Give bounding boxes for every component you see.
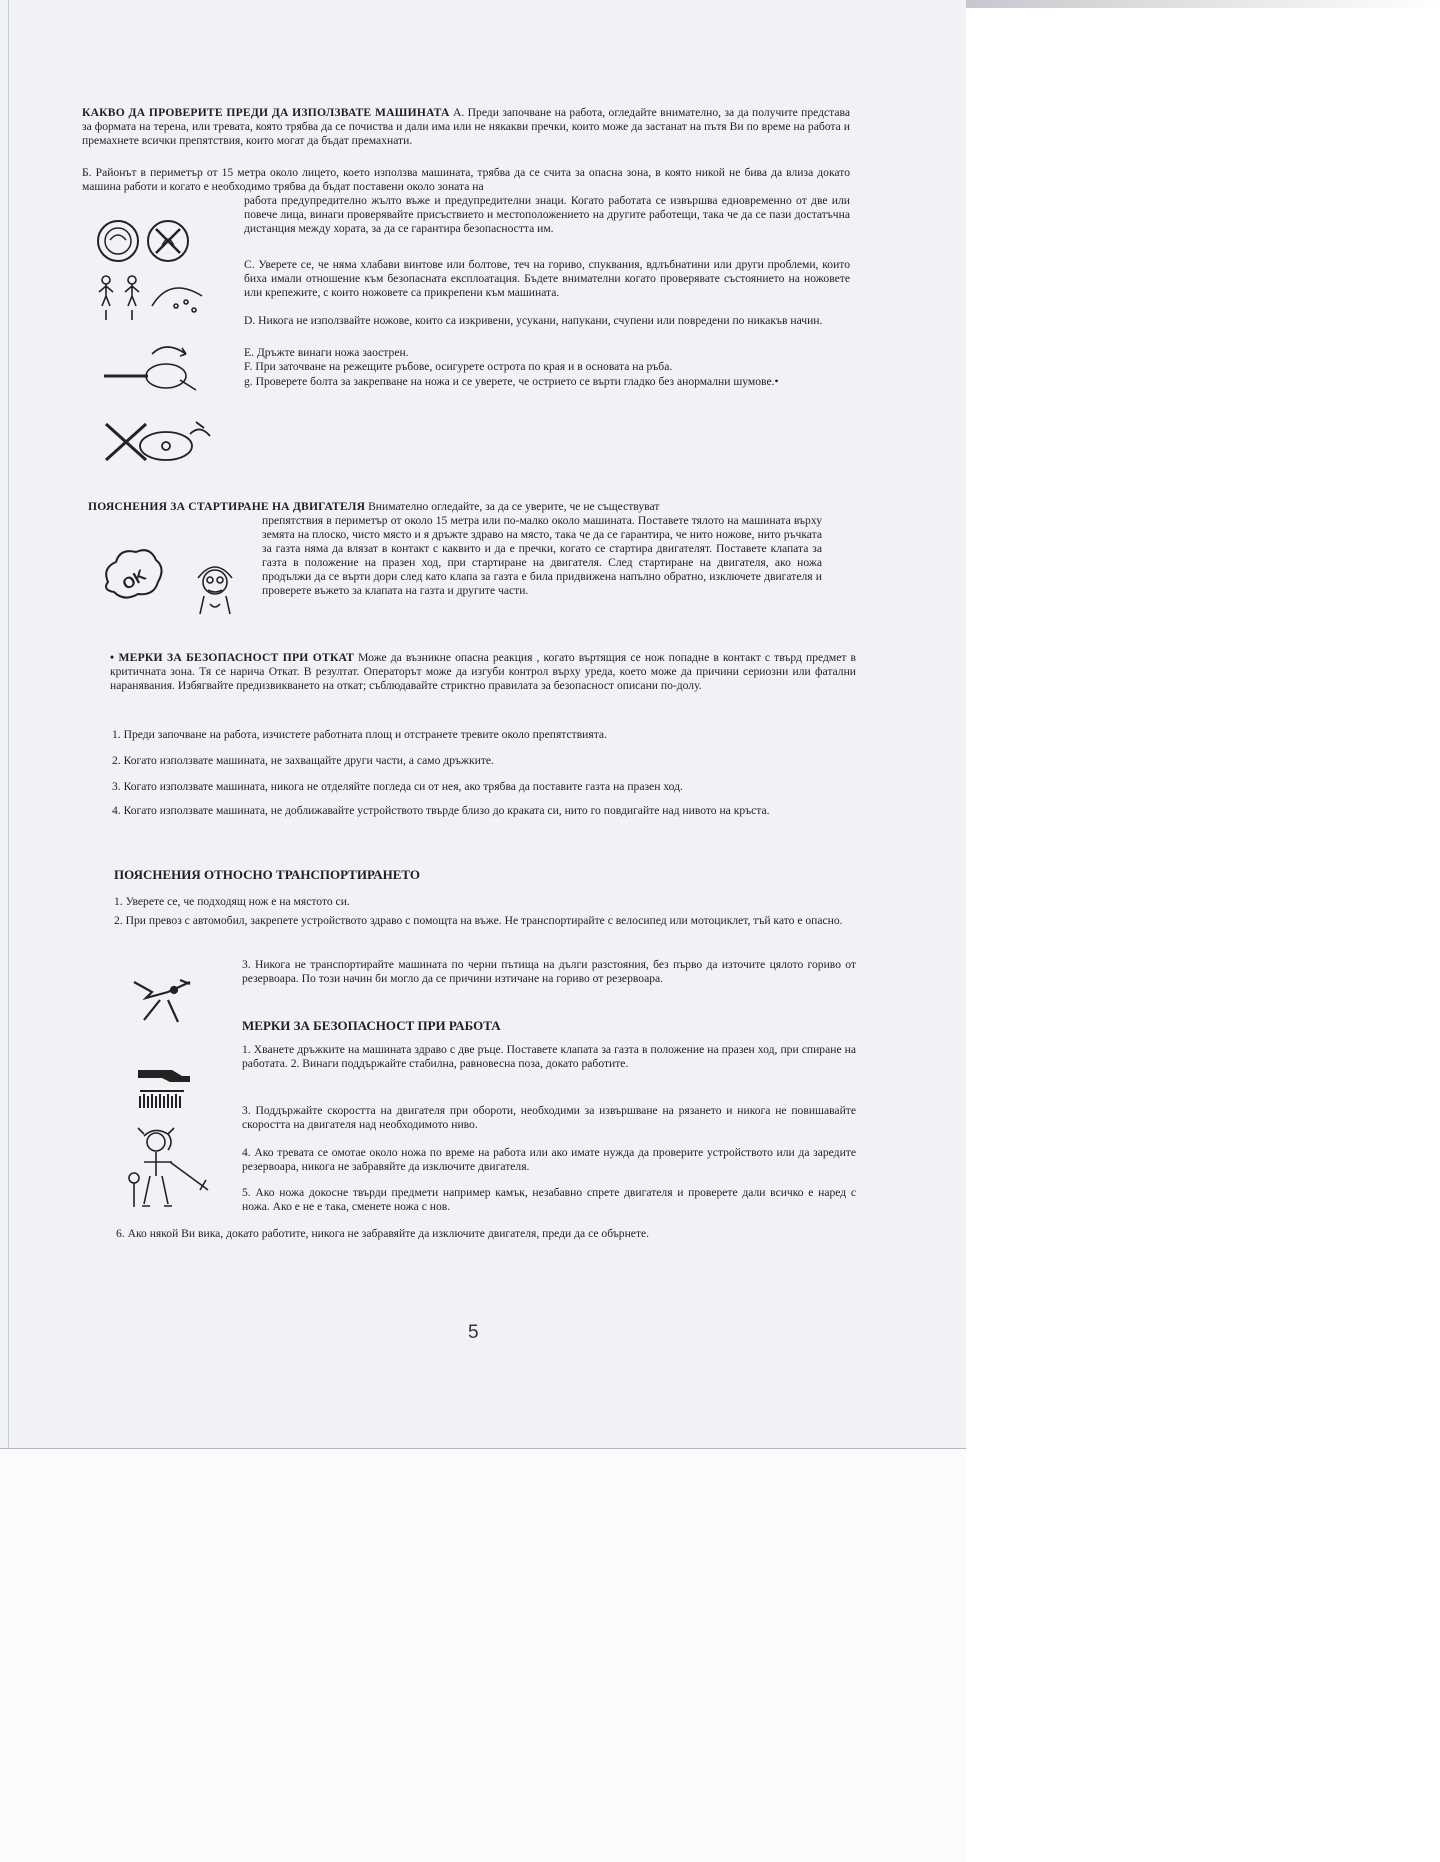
kickback-paragraph [110, 651, 856, 693]
scanner-top-edge [966, 0, 1440, 8]
work-item-5: 5. Ако ножа докосне твърди предмети например камък, незабавно спрете двигателя и проверете дали всичко е наред с ножа. Ако е не е така, сменете ножа с нов. [242, 1186, 856, 1213]
ok-label: OK [119, 566, 150, 594]
check-heading: КАКВО ДА ПРОВЕРИТЕ ПРЕДИ ДА ИЗПОЛЗВАТЕ МАШИНАТА [82, 106, 450, 119]
lower-background [0, 1449, 966, 1862]
kickback-item-2: 2. Когато използвате машината, не захващайте други части, а само дръжките. [112, 754, 494, 767]
work-item-6: 6. Ако някой Ви вика, докато работите, никога не забравяйте да изключите двигателя, преди да се обърнете. [116, 1227, 650, 1240]
start-paragraph-lead [88, 500, 850, 514]
check-paragraph-c: С. Уверете се, че няма хлабави винтове или болтове, теч на гориво, спуквания, вдлъбнатини или други проблеми, които биха имали отношение към безопасната експлоатация. Бъдете внимателни когато проверявате състоянието на ножовете или крепежите, с които ножовете са прикрепени към машината. [244, 258, 850, 299]
damaged-blade-icon [100, 412, 220, 472]
operator-equipment-icon [124, 1122, 214, 1212]
kickback-heading: • МЕРКИ ЗА БЕЗОПАСНОСТ ПРИ ОТКАТ [110, 651, 355, 664]
transport-item-3: 3. Никога не транспортирайте машината по черни пътища на дълги разстояния, без първо да източите цялото гориво от резервоара. По този начин би могло да се причини изтичане на гориво от резервоара. [242, 958, 856, 985]
work-item-1: 1. Хванете дръжките на машината здраво с две ръце. Поставете клапата за газта в положение на празен ход, при спиране на работата. 2. Винаги поддържайте стабилна, равновесна поза, докато работите. [242, 1043, 856, 1070]
kickback-item-1: 1. Преди започване на работа, изчистете работната площ и отстранете тревите около препятствията. [112, 728, 607, 741]
kickback-text: Може да възникне опасна реакция , когато въртящия се нож попадне в контакт с твърд предмет в критичната зона. Тя се нарича Откат. В резултат. Операторът може да изгуби контрол върху уреда, което може да причини сериозни или фатални наранявания. Избягвайте предизвикването на откат; съблюдавайте стриктно правилата за безопасност описани по-долу. [110, 651, 857, 692]
check-paragraph-b-rest: работа предупредително жълто въже и предупредителни знаци. Когато работата се извършва едновременно от две или повече лица, винаги проверявайте присъствието и местоположението на другите работещи, така че да се пази достатъчна дистанция между хората, за да се гарантира безопасността им. [244, 194, 850, 235]
check-paragraph-f: F. При заточване на режещите ръбове, осигурете острота по края и в основата на ръба. [244, 360, 673, 373]
check-paragraph-a [82, 106, 850, 148]
check-paragraph-d: D. Никога не използвайте ножове, които са изкривени, усукани, напукани, счупени или повредени по никакъв начин. [244, 314, 823, 327]
check-paragraph-g: g. Проверете болта за закрепване на ножа и се уверете, че острието се върти гладко без анормални шумове.• [244, 375, 779, 388]
ok-cloud-icon [98, 542, 168, 612]
loose-bolts-icon [100, 336, 210, 396]
check-text-a: А. Преди започване на работа, огледайте внимателно, за да получите представа за формата на терена, или тревата, която трябва да се почиства и дали има или не някакви пречки, които може да застанат на пътя Ви по време на работа и премахнете всички препятствия, които могат да бъдат премахнати. [82, 106, 850, 147]
check-paragraph-e: Е. Дръжте винаги ножа заострен. [244, 346, 409, 359]
start-lead-text: Внимателно огледайте, за да се уверите, че не съществуват [368, 500, 660, 513]
kickback-item-3: 3. Когато използвате машината, никога не отделяйте погледа си от нея, ако трябва да поставите газта на празен ход. [112, 780, 683, 793]
kickback-item-4: 4. Когато използвате машината, не доближавайте устройството твърде близо до краката си, нито го повдигайте над нивото на кръста. [112, 804, 770, 817]
keep-distance-icon [96, 272, 216, 322]
protective-glasses-icon [96, 216, 236, 266]
transport-item-2: 2. При превоз с автомобил, закрепете устройството здраво с помощта на въже. Не транспортирайте с велосипед или мотоциклет, тъй като е опасно. [114, 914, 843, 927]
gloves-hands-icon [136, 1062, 192, 1112]
start-heading: ПОЯСНЕНИЯ ЗА СТАРТИРАНЕ НА ДВИГАТЕЛЯ [88, 500, 366, 513]
worker-helmet-icon [190, 556, 240, 618]
start-paragraph-body: препятствия в периметър от около 15 метра или по-малко около машината. Поставете тялото на машината върху земята на плоско, чисто място и я дръжте здраво на място, така че да се гарантира, че нито ножове, нито ръчката за газта няма да влязат в контакт с каквито и да е пречки, когато се стартира двигателят. Поставете клапата за газта в положение на празен ход, при стартиране на двигателя. След стартиране на двигателя, ако ножа продължи да се върти дори след като клапа за газта е била придвижена напълно обратно, изключете двигателя и проверете въжето за клапата на газта и другите части. [262, 514, 822, 597]
transport-item-1: 1. Уверете се, че подходящ нож е на мястото си. [114, 895, 350, 908]
work-item-3: 3. Поддържайте скоростта на двигателя при обороти, необходими за извършване на рязането и никога не повишавайте скоростта на двигателя над необходимото ниво. [242, 1104, 856, 1131]
scanner-background [966, 0, 1440, 1862]
work-heading: МЕРКИ ЗА БЕЗОПАСНОСТ ПРИ РАБОТА [242, 1018, 501, 1033]
work-item-4: 4. Ако тревата се омотае около ножа по време на работа или ако имате нужда да проверите устройството или да заредите резервоара, никога не забравяйте да изключите двигателя. [242, 1146, 856, 1173]
check-paragraph-b: Б. Районът в периметър от 15 метра около лицето, което използва машината, трябва да се счита за опасна зона, в която никой не бива да влиза докато машина работи и когато е необходимо трябва да бъдат поставени около зоната на [82, 166, 850, 193]
fuel-hazard-icon [130, 976, 200, 1026]
transport-heading: ПОЯСНЕНИЯ ОТНОСНО ТРАНСПОРТИРАНЕТО [114, 867, 421, 882]
page-number: 5 [468, 1322, 479, 1343]
